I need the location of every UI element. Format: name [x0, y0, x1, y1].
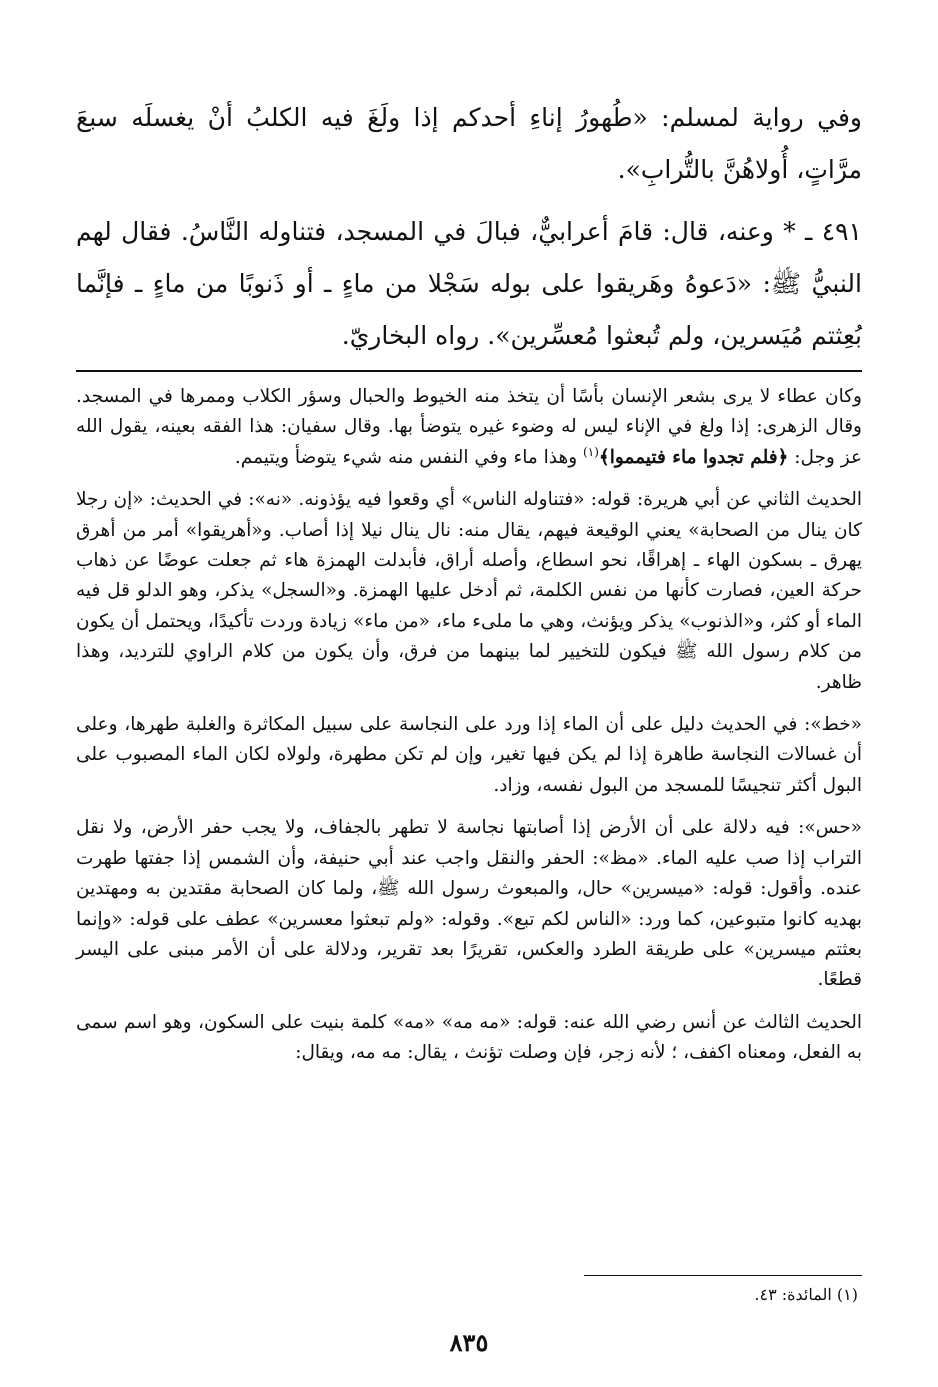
hadith-paragraph-491: ٤٩١ ـ * وعنه، قال: قامَ أعرابيٌّ، فبالَ في المسجد، فتناوله النَّاسُ. فقال لهم النبيُّ ﷺ: «دَعوهُ وهَريقوا على بوله سَجْلا من ماءٍ ـ أو ذَنوبًا من ماءٍ ـ فإنَّما بُعِثتم مُيَسرين، ولم تُبعثوا مُعسِّرين». رواه البخاريّ.: [76, 217, 862, 350]
footnote-divider: [584, 1275, 862, 1276]
commentary-paragraph-5: الحديث الثالث عن أنس رضي الله عنه: قوله: «مه مه» «مه» كلمة بنيت على السكون، وهو اسم سمى به الفعل، ومعناه اكفف، ؛ لأنه زجر، فإن وصلت تؤنث ، يقال: مه مه، ويقال:: [76, 1011, 862, 1064]
commentary: [76, 382, 862, 1081]
footnote: (١) المائدة: ٤٣.: [754, 1285, 858, 1304]
page-number: ٨٣٥: [449, 1328, 489, 1357]
section-divider: [76, 370, 862, 372]
quran-verse: ﴿فلم تجدوا ماء فتيمموا﴾: [598, 446, 789, 468]
commentary-text: وهذا ماء وفي النفس منه شيء يتوضأ ويتيمم.: [234, 446, 584, 468]
hadith-paragraph-muslim: وفي رواية لمسلم: «طُهورُ إناءِ أحدكم إذا ولَغَ فيه الكلبُ أنْ يغسلَه سبعَ مرَّاتٍ، أُولاهُنَّ بالتُّرابِ».: [76, 103, 862, 184]
footnote-reference: (١): [583, 444, 599, 459]
commentary-paragraph-3: «خط»: في الحديث دليل على أن الماء إذا ورد على النجاسة على سبيل المكاثرة والغلبة طهرها، وعلى أن غسالات النجاسة طاهرة إذا لم يكن فيها تغير، وإن لم تكن مطهرة، ولولاه لكان الماء المصبوب على البول أكثر تنجيسًا للمسجد من البول نفسه، وزاد.: [76, 714, 863, 796]
commentary-text: وكان عطاء لا يرى بشعر الإنسان بأسًا أن يتخذ منه الخيوط والحبال وسؤر الكلاب وممرها في المسجد. وقال الزهرى: إذا ولغ في الإناء ليس له وضوء غيره يتوضأ بها. وقال سفيان: هذا الفقه بعينه، يقول الله عز وجل:: [76, 386, 862, 468]
hadith-text: [76, 92, 862, 362]
commentary-paragraph-1: [76, 382, 862, 473]
commentary-paragraph-4: «حس»: فيه دلالة على أن الأرض إذا أصابتها نجاسة لا تطهر بالجفاف، ولا يجب حفر الأرض، ولا نقل التراب إذا صب عليه الماء. «مظ»: الحفر والنقل واجب عند أبي حنيفة، وأن الشمس إذا جفتها طهرت عنده. وأقول: قوله: «ميسرين» حال، والمبعوث رسول الله ﷺ، ولما كان الصحابة مقتدين به ومهتدين بهديه كانوا متبوعين، كما ورد: «الناس لكم تبع». وقوله: «ولم تبعثوا معسرين» عطف على قوله: «وإنما بعثتم ميسرين» على طريقة الطرد والعكس، تقريرًا بعد تقرير، ودلالة على أن الأمر مبنى على اليسر قطعًا.: [76, 817, 862, 991]
commentary-paragraph-2: الحديث الثاني عن أبي هريرة: قوله: «فتناوله الناس» أي وقعوا فيه يؤذونه. «نه»: في الحديث: «إن رجلا كان ينال من الصحابة» يعني الوقيعة فيهم، يقال منه: نال ينال نيلا إذا أصاب. و«أهريقوا» أمر من أهرق يهرق ـ بسكون الهاء ـ إهراقًا، نحو اسطاع، وأصله أراق، فأبدلت الهمزة هاء ثم جعلت عوضًا عن ذهاب حركة العين، فصارت كأنها من نفس الكلمة، ثم أدخل عليها الهمزة. و«السجل» يذكر، وهو الدلو قل فيه الماء أو كثر، و«الذنوب» يذكر ويؤنث، وهي ما ملىء ماء، «من ماء» زيادة وردت تأكيدًا، ويحتمل أن يكون من كلام رسول الله ﷺ فيكون للتخيير لما بينهما من فرق، وأن يكون من كلام الراوي للترديد، وهذا ظاهر.: [76, 489, 862, 693]
